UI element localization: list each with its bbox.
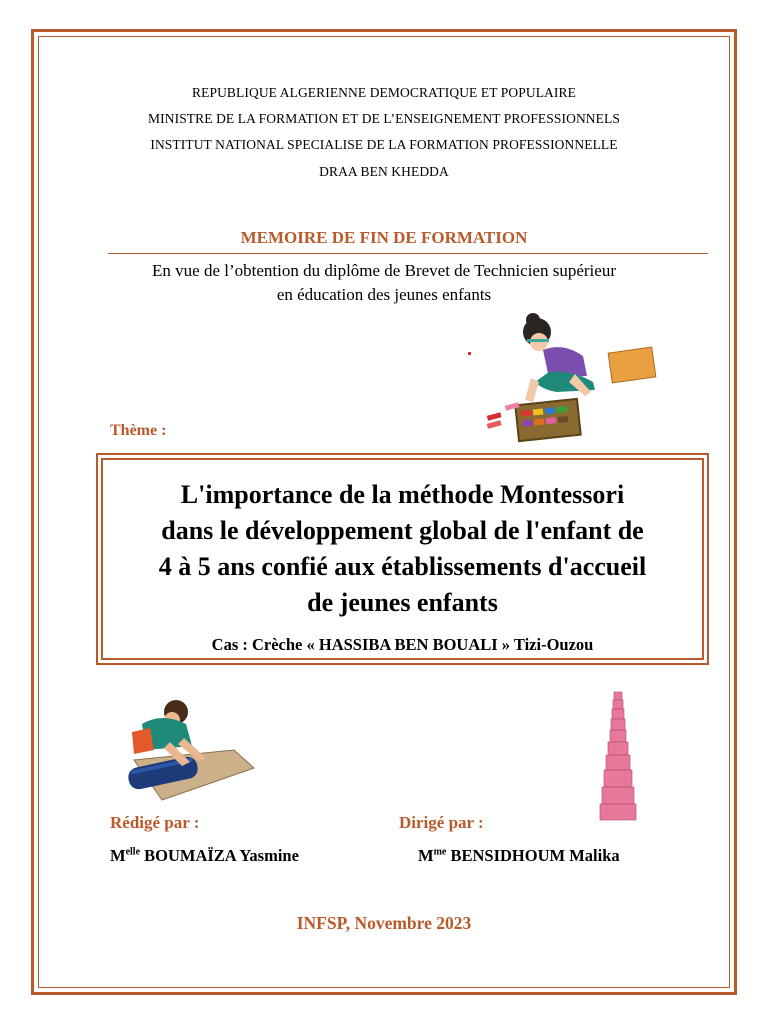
theme-title-line-1: L'importance de la méthode Montessori — [180, 480, 625, 509]
supervisor-prefix: M — [418, 846, 434, 865]
header-institute: INSTITUT NATIONAL SPECIALISE DE LA FORMATION PROFESSIONNELLE — [150, 137, 618, 152]
author-prefix: M — [110, 846, 126, 865]
theme-title-line-4: de jeunes enfants — [307, 588, 498, 617]
subtitle-line-2: en éducation des jeunes enfants — [276, 285, 492, 304]
pink-tower-illustration — [598, 690, 638, 822]
subtitle-line-1: En vue de l’obtention du diplôme de Brevet de Technicien supérieur — [152, 261, 616, 280]
supervisor-name-text: BENSIDHOUM Malika — [446, 846, 620, 865]
header-location: DRAA BEN KHEDDA — [319, 164, 449, 179]
theme-label: Thème : — [110, 422, 167, 439]
author-name — [110, 846, 299, 866]
child-rolling-mat-illustration — [126, 698, 258, 802]
institution-date: INFSP, Novembre 2023 — [296, 913, 472, 933]
memoire-title: MEMOIRE DE FIN DE FORMATION — [240, 228, 528, 247]
author-label: Rédigé par : — [110, 813, 200, 832]
theme-title-line-3: 4 à 5 ans confié aux établissements d'accueil — [158, 552, 647, 581]
theme-title — [101, 477, 704, 621]
author-name-text: BOUMAÏZA Yasmine — [140, 846, 299, 865]
title-divider — [108, 253, 708, 254]
header-republic: REPUBLIQUE ALGERIENNE DEMOCRATIQUE ET POPULAIRE — [192, 85, 576, 100]
author-prefix-sup: elle — [125, 846, 141, 858]
child-playing-illustration — [465, 312, 665, 444]
theme-title-line-2: dans le développement global de l'enfant de — [161, 516, 644, 545]
case-study: Cas : Crèche « HASSIBA BEN BOUALI » Tizi-Ouzou — [211, 635, 594, 654]
supervisor-name — [418, 846, 620, 866]
header-ministry: MINISTRE DE LA FORMATION ET DE L’ENSEIGNEMENT PROFESSIONNELS — [148, 111, 620, 126]
supervisor-label: Dirigé par : — [399, 813, 484, 832]
supervisor-prefix-sup: me — [433, 846, 447, 858]
